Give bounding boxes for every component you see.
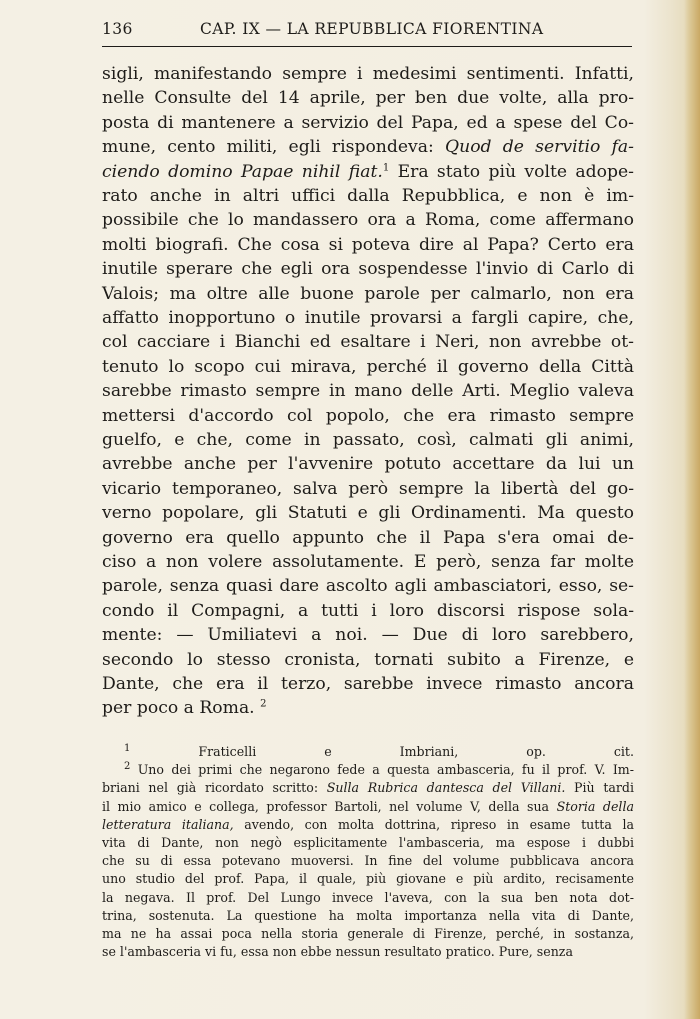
footnote-line xyxy=(102,834,634,852)
body-line xyxy=(102,257,634,281)
body-line-segment: avrebbe anche per l'avvenire potuto accettare da lui un xyxy=(102,454,634,475)
body-line-segment: per poco a Roma. xyxy=(102,698,261,719)
body-line xyxy=(102,306,634,330)
body-line-segment: nelle Consulte del 14 aprile, per ben due volte, alla pro- xyxy=(102,88,634,109)
body-line-segment: sigli, manifestando sempre i medesimi sentimenti. Infatti, xyxy=(102,64,634,84)
footnote-line-segment: Uno dei primi che negarono fede a questa ambasceria, fu il prof. V. Im- xyxy=(130,762,634,778)
body-line-segment: verno popolare, gli Statuti e gli Ordinamenti. Ma questo xyxy=(102,503,634,524)
body-line xyxy=(102,208,634,232)
body-line-segment: sarebbe rimasto sempre in mano delle Arti. Meglio valeva xyxy=(102,381,634,402)
body-line-segment: col cacciare i Bianchi ed esaltare i Neri, non avrebbe ot- xyxy=(102,332,634,353)
body-line xyxy=(102,648,634,672)
body-line xyxy=(102,623,634,647)
footnote-line xyxy=(102,816,634,834)
body-line xyxy=(102,574,634,598)
footnote-line-segment: uno studio del prof. Papa, il quale, più giovane e più ardito, recisamente xyxy=(102,871,634,887)
body-line xyxy=(102,550,634,574)
body-line-segment: Era stato più volte adope- xyxy=(389,161,634,182)
body-line xyxy=(102,135,634,159)
body-line-segment: molti biografi. Che cosa si poteva dire al Papa? Certo era xyxy=(102,234,634,255)
body-line-segment: inutile sperare che egli ora sospendesse l'invio di Carlo di xyxy=(102,259,634,280)
footnote-line-segment: avendo, con molta dottrina, ripreso in esame tutta la xyxy=(233,816,634,832)
footnote-line-segment: Sulla Rubrica dantesca del Villani. xyxy=(326,780,566,796)
footnote-line xyxy=(102,889,634,907)
body-line xyxy=(102,184,634,208)
body-line-segment: governo era quello appunto che il Papa s'era omai de- xyxy=(102,527,634,548)
body-line-segment: tenuto lo scopo cui mirava, perché il governo della Città xyxy=(102,356,634,377)
footnote-line-segment: vita di Dante, non negò esplicitamente l'ambasceria, ma espose i dubbi xyxy=(102,835,634,850)
body-line-segment: mente: — Umiliatevi a noi. — Due di loro sarebbero, xyxy=(102,625,634,646)
footnote-line-segment: se l'ambasceria vi fu, essa non ebbe nessun resultato pratico. Pure, senza xyxy=(102,944,573,960)
body-line-segment: vicario temporaneo, salva però sempre la libertà del go- xyxy=(102,478,634,499)
body-line xyxy=(102,477,634,501)
footnote-line xyxy=(124,743,634,761)
body-line xyxy=(102,696,634,720)
footnote-line xyxy=(102,925,634,943)
running-header xyxy=(102,20,632,46)
body-line-segment: 2 xyxy=(260,698,267,710)
footnote-line-segment: Più tardi xyxy=(565,780,634,796)
body-line xyxy=(102,233,634,257)
footnote-line xyxy=(102,907,634,925)
body-line-segment: Dante, che era il terzo, sarebbe invece rimasto ancora xyxy=(102,674,634,694)
body-line-segment: ciendo domino Papae nihil fiat. xyxy=(102,161,383,182)
footnote-line xyxy=(124,761,634,779)
footnote-line-segment: che su di essa potevano muoversi. In fine del volume pubblicava ancora xyxy=(102,853,634,869)
running-title: CAP. IX — LA REPUBBLICA FIORENTINA xyxy=(200,20,544,38)
body-line-segment: mettersi d'accordo col popolo, che era rimasto sempre xyxy=(102,405,634,426)
body-line xyxy=(102,62,634,86)
footnote-line-segment: la negava. Il prof. Del Lungo invece l'aveva, con la sua ben nota dot- xyxy=(102,889,634,905)
body-line xyxy=(102,452,634,476)
body-line-segment: rato anche in altri uffici dalla Repubblica, e non è im- xyxy=(102,186,634,206)
body-line xyxy=(102,86,634,110)
body-line xyxy=(102,160,634,184)
body-line xyxy=(102,501,634,525)
footnote-line-segment: trina, sostenuta. La questione ha molta importanza nella vita di Dante, xyxy=(102,907,634,923)
body-line xyxy=(102,672,634,696)
body-line xyxy=(102,355,634,379)
body-line-segment: posta di mantenere a servizio del Papa, ed a spese del Co- xyxy=(102,112,634,133)
body-line xyxy=(102,404,634,428)
page-edge xyxy=(684,0,700,1019)
body-line xyxy=(102,330,634,354)
body-line-segment: affatto inopportuno o inutile provarsi a fargli capire, che, xyxy=(102,308,634,328)
footnote-line xyxy=(102,852,634,870)
footnote-line-segment: briani nel già ricordato scritto: xyxy=(102,780,327,796)
body-line-segment: secondo lo stesso cronista, tornati subito a Firenze, e xyxy=(102,649,634,670)
body-line-segment: guelfo, e che, come in passato, così, calmati gli animi, xyxy=(102,430,634,450)
footnote-line-segment: ma ne ha assai poca nella storia generale di Firenze, perché, in sostanza, xyxy=(102,926,634,941)
body-line xyxy=(102,599,634,623)
body-line-segment: condo il Compagni, a tutti i loro discorsi rispose sola- xyxy=(102,600,634,621)
body-line xyxy=(102,428,634,452)
body-line-segment: possibile che lo mandassero ora a Roma, come affermano xyxy=(102,210,634,231)
body-line-segment: Quod de servitio fa- xyxy=(445,137,634,158)
body-line-segment: Valois; ma oltre alle buone parole per calmarlo, non era xyxy=(102,283,634,304)
footnote-line-segment: il mio amico e collega, professor Bartoli, nel volume V, della sua xyxy=(102,798,557,814)
footnote-line-segment: Fraticelli e Imbriani, op. cit. xyxy=(130,744,634,759)
footnote-line xyxy=(102,779,634,797)
body-line xyxy=(102,282,634,306)
body-line xyxy=(102,111,634,135)
footnote-line xyxy=(102,798,634,816)
page-number: 136 xyxy=(102,20,133,38)
footnote-line-segment: 2 xyxy=(124,761,131,772)
footnote-line-segment: 1 xyxy=(124,742,131,754)
body-line-segment: parole, senza quasi dare ascolto agli ambasciatori, esso, se- xyxy=(102,576,634,597)
body-line-segment: ciso a non volere assolutamente. E però, senza far molte xyxy=(102,552,634,572)
footnote-line-segment: Storia della xyxy=(556,798,634,814)
footnote-line xyxy=(102,943,634,961)
body-line-segment: 1 xyxy=(382,161,390,173)
footnote-line xyxy=(102,870,634,888)
body-line xyxy=(102,379,634,403)
body-line-segment: mune, cento militi, egli rispondeva: xyxy=(102,137,446,158)
body-line xyxy=(102,526,634,550)
footnote-line-segment: letteratura italiana, xyxy=(102,816,234,832)
header-rule xyxy=(102,46,632,47)
